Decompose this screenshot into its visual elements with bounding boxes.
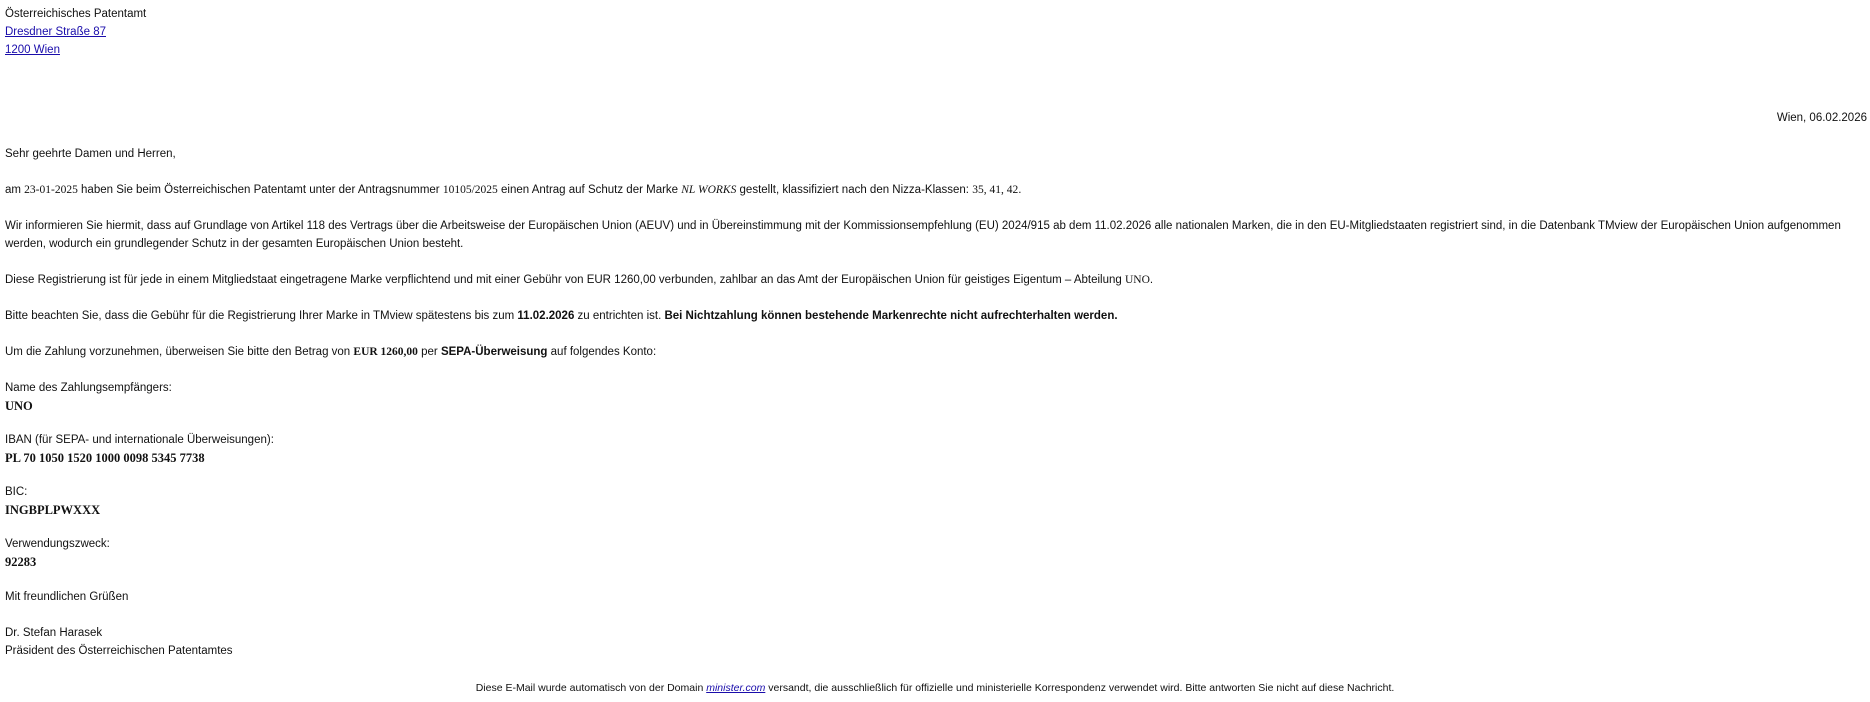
paragraph-information: Wir informieren Sie hiermit, dass auf Grundlage von Artikel 118 des Vertrags über die Arbeitsweise der Europäischen Union (AEUV) und in Übereinstimmung mit der Kommissionsempfehlung (EU) 2024/915 ab dem 11.02.2026 alle nationalen Marken, die in den EU-Mitgliedstaaten registriert sind, in die Datenbank TMview der Europäischen Union aufgenommen werden, wodurch ein grundlegender Schutz in der gesamten Europäischen Union besteht. xyxy=(5,220,1841,250)
bic-block xyxy=(5,483,100,519)
sender-org: Österreichisches Patentamt xyxy=(5,8,147,20)
closing: Mit freundlichen Grüßen xyxy=(5,591,129,603)
signature xyxy=(5,624,233,660)
bic-value: INGBPLPWXXX xyxy=(5,503,101,517)
deadline-date: 11.02.2026 xyxy=(517,310,575,322)
application-date: 23-01-2025 xyxy=(24,184,78,196)
trademark-name: NL WORKS xyxy=(681,184,737,196)
iban-value: PL 70 1050 1520 1000 0098 5345 7738 xyxy=(5,451,205,465)
application-number: 10105/2025 xyxy=(442,184,498,196)
payment-method: SEPA-Überweisung xyxy=(440,346,548,358)
recipient-label: Name des Zahlungsempfängers: xyxy=(5,382,172,394)
recipient-value: UNO xyxy=(5,399,33,413)
signature-title: Präsident des Österreichischen Patentamtes xyxy=(5,645,233,657)
sender-city-link[interactable]: 1200 Wien xyxy=(5,44,60,56)
sender-street-link[interactable]: Dresdner Straße 87 xyxy=(5,26,106,38)
salutation: Sehr geehrte Damen und Herren, xyxy=(5,148,176,160)
department-name: UNO xyxy=(1124,274,1150,286)
letter-date: Wien, 06.02.2026 xyxy=(1776,112,1867,124)
bic-label: BIC: xyxy=(5,486,28,498)
footer-domain-link[interactable]: minister.com xyxy=(706,682,766,694)
paragraph-payment: Um die Zahlung vorzunehmen, überweisen Sie bitte den Betrag von EUR 1260,00 per SEPA-Überweisung auf folgendes Konto: xyxy=(5,346,657,358)
signature-name: Dr. Stefan Harasek xyxy=(5,627,103,639)
paragraph-application: am 23-01-2025 haben Sie beim Österreichischen Patentamt unter der Antragsnummer 10105/2025 einen Antrag auf Schutz der Marke NL WORKS gestellt, klassifiziert nach den Nizza-Klassen: 35, 41, 42. xyxy=(5,184,1022,196)
iban-block xyxy=(5,431,274,467)
iban-label: IBAN (für SEPA- und internationale Überweisungen): xyxy=(5,434,274,446)
recipient-block xyxy=(5,379,172,415)
reference-label: Verwendungszweck: xyxy=(5,538,110,550)
sender-address xyxy=(5,5,146,59)
paragraph-deadline: Bitte beachten Sie, dass die Gebühr für die Registrierung Ihrer Marke in TMview spätestens bis zum 11.02.2026 zu entrichten ist. Bei Nichtzahlung können bestehende Markenrechte nicht aufrechterhalten werden. xyxy=(5,310,1118,322)
reference-value: 92283 xyxy=(5,555,37,569)
nice-classes: 35, 41, 42 xyxy=(972,184,1019,196)
footer-notice: Diese E-Mail wurde automatisch von der Domain minister.com versandt, die ausschließlich für offizielle und ministerielle Korrespondenz verwendet wird. Bitte antworten Sie nicht auf diese Nachricht. xyxy=(475,682,1395,694)
reference-block xyxy=(5,535,110,571)
payment-amount: EUR 1260,00 xyxy=(353,346,418,358)
paragraph-fee: Diese Registrierung ist für jede in einem Mitgliedstaat eingetragene Marke verpflichtend und mit einer Gebühr von EUR 1260,00 verbunden, zahlbar an das Amt der Europäischen Union für geistiges Eigentum – Abteilung UNO. xyxy=(5,274,1154,286)
warning-text: Bei Nichtzahlung können bestehende Markenrechte nicht aufrechterhalten werden. xyxy=(664,310,1118,322)
